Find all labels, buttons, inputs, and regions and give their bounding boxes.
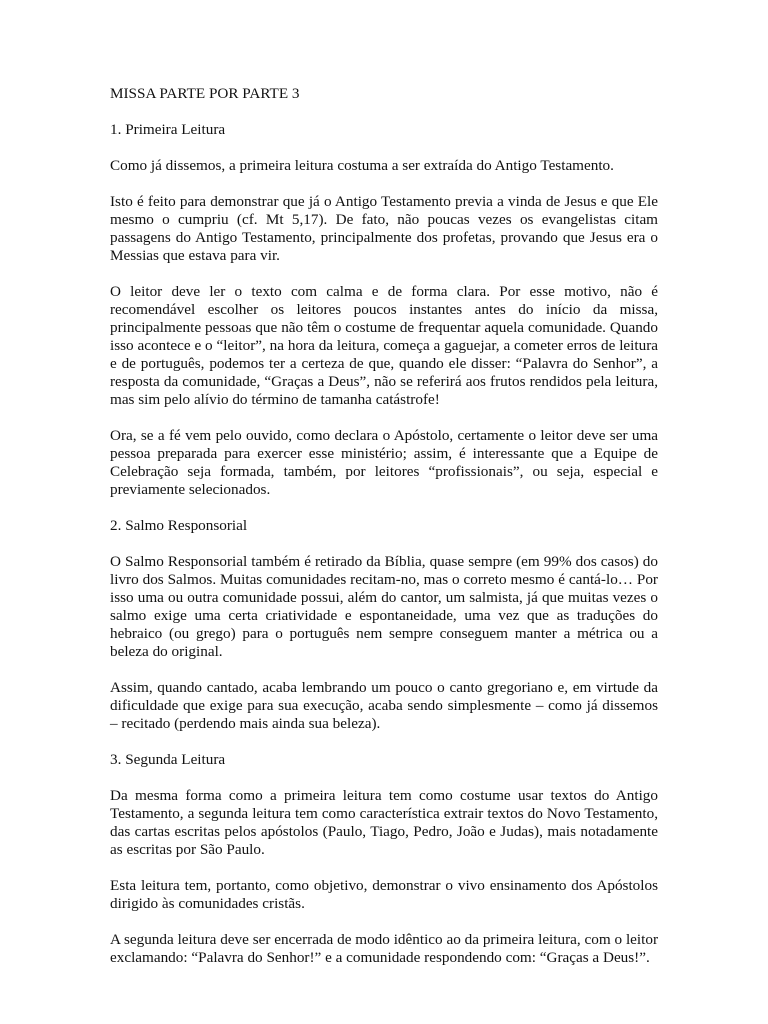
document-title: MISSA PARTE POR PARTE 3 [110,85,300,102]
paragraph: Esta leitura tem, portanto, como objetivo, demonstrar o vivo ensinamento dos Apóstolos dirigido às comunidades cristãs. [110,877,658,912]
paragraph: Ora, se a fé vem pelo ouvido, como declara o Apóstolo, certamente o leitor deve ser uma pessoa preparada para exercer esse ministério; assim, é interessante que a Equipe de Celebração seja formada, também, por leitores “profissionais”, ou seja, especial e previamente selecionados. [110,427,658,498]
document-body [110,85,658,985]
section-heading-salmo-responsorial: 2. Salmo Responsorial [110,517,248,534]
paragraph: Como já dissemos, a primeira leitura costuma a ser extraída do Antigo Testamento. [110,157,614,174]
section-heading-segunda-leitura: 3. Segunda Leitura [110,751,226,768]
paragraph: Assim, quando cantado, acaba lembrando um pouco o canto gregoriano e, em virtude da dificuldade que exige para sua execução, acaba sendo simplesmente – como já dissemos – recitado (perdendo mais ainda sua beleza). [110,679,658,732]
paragraph: Isto é feito para demonstrar que já o Antigo Testamento previa a vinda de Jesus e que Ele mesmo o cumpriu (cf. Mt 5,17). De fato, não poucas vezes os evangelistas citam passagens do Antigo Testamento, principalmente dos profetas, provando que Jesus era o Messias que estava para vir. [110,193,658,264]
paragraph: O Salmo Responsorial também é retirado da Bíblia, quase sempre (em 99% dos casos) do livro dos Salmos. Muitas comunidades recitam-no, mas o correto mesmo é cantá-lo… Por isso uma ou outra comunidade possui, além do cantor, um salmista, já que muitas vezes o salmo exige uma certa criatividade e espontaneidade, uma vez que as traduções do hebraico (ou grego) para o português nem sempre conseguem manter a métrica ou a beleza do original. [110,553,658,660]
paragraph: Da mesma forma como a primeira leitura tem como costume usar textos do Antigo Testamento, a segunda leitura tem como característica extrair textos do Novo Testamento, das cartas escritas pelos apóstolos (Paulo, Tiago, Pedro, João e Judas), mais notadamente as escritas por São Paulo. [110,787,658,858]
paragraph: A segunda leitura deve ser encerrada de modo idêntico ao da primeira leitura, com o leitor exclamando: “Palavra do Senhor!” e a comunidade respondendo com: “Graças a Deus!”. [110,931,658,966]
paragraph: O leitor deve ler o texto com calma e de forma clara. Por esse motivo, não é recomendável escolher os leitores poucos instantes antes do início da missa, principalmente pessoas que não têm o costume de frequentar aquela comunidade. Quando isso acontece e o “leitor”, na hora da leitura, começa a gaguejar, a cometer erros de leitura e de português, podemos ter a certeza de que, quando ele disser: “Palavra do Senhor”, a resposta da comunidade, “Graças a Deus”, não se referirá aos frutos rendidos pela leitura, mas sim pelo alívio do término de tamanha catástrofe! [110,283,658,408]
section-heading-primeira-leitura: 1. Primeira Leitura [110,121,226,138]
